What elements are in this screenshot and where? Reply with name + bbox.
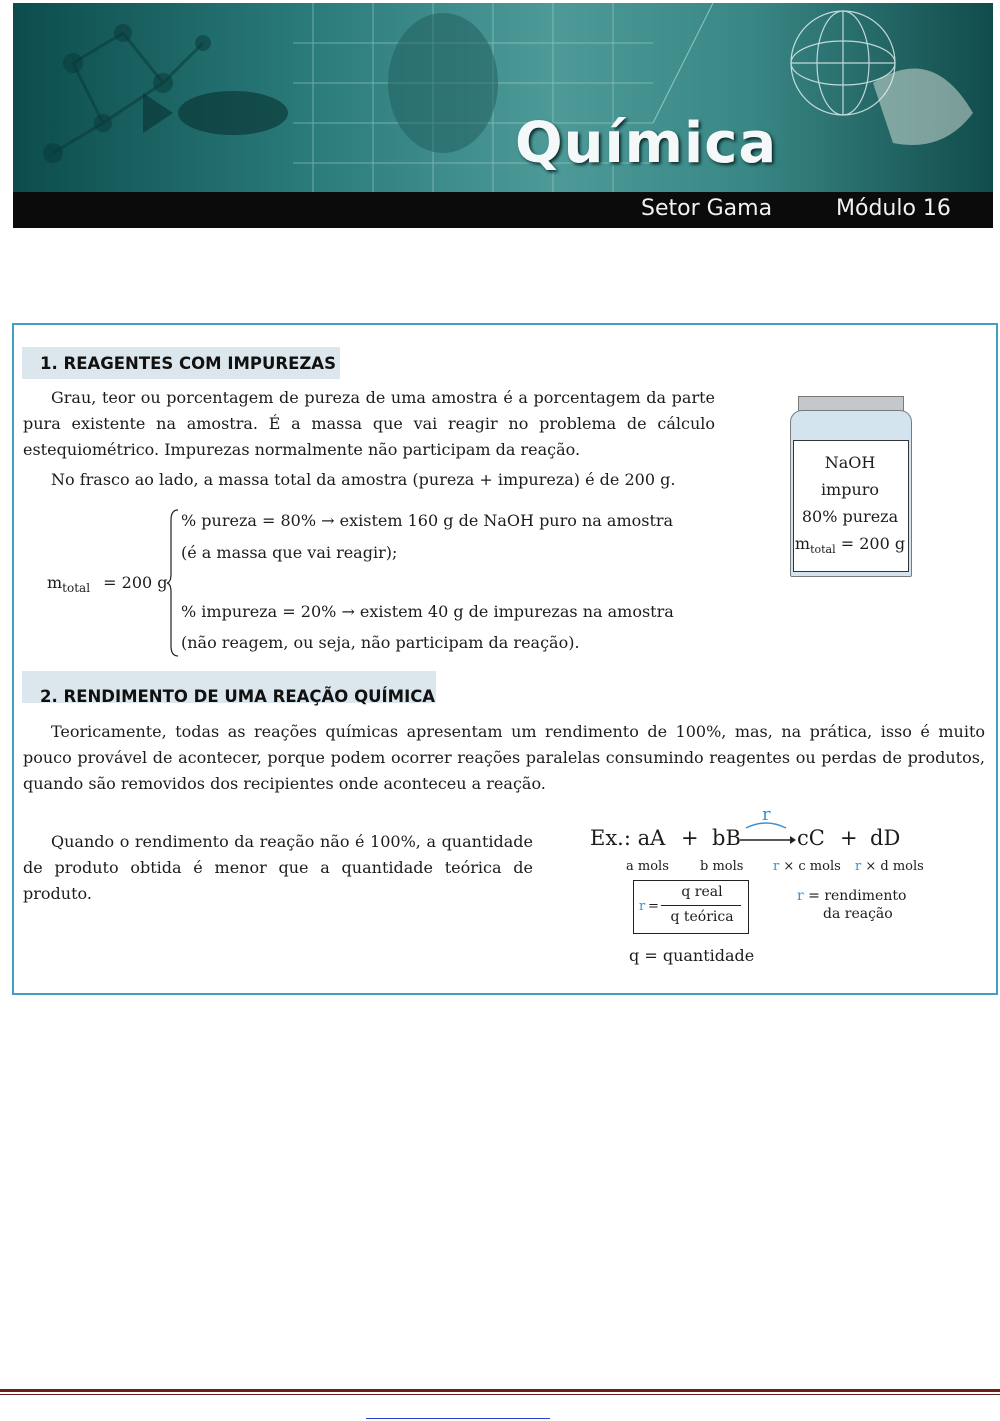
legend-da-reacao: da reação [823,906,893,922]
footer-rule-thin [0,1394,1000,1395]
equation-reactant-a: Ex.: aA [590,826,666,850]
formula-r: r [639,899,646,914]
setor-label: Setor Gama [641,196,773,221]
mol-a: a mols [626,859,669,874]
arrow-rendimento-label: r [762,804,771,825]
jar-label-line4: $m_{total} = 200$ g [794,534,906,557]
header-banner [13,3,993,193]
equation-reactant-b: bB [712,826,741,850]
section2-title: 2. RENDIMENTO DE UMA REAÇÃO QUÍMICA [40,687,436,706]
legend-rendimento: r = rendimento [797,888,907,904]
section1-paragraph2: No frasco ao lado, a massa total da amostra (pureza + impureza) é de 200 g. [51,470,676,489]
jar-label-line1: NaOH [824,453,876,472]
case-pureza-line2: (é a massa que vai reagir); [181,543,398,562]
case-pureza-line1: % pureza = 80% → existem 160 g de NaOH puro na amostra [181,511,674,530]
equation-plus-2: + [840,826,858,850]
equation-product-c: cC [797,826,825,850]
formula-numerator: q real [681,884,723,900]
section2-paragraph2: Quando o rendimento da reação não é 100%, a quantidade de produto obtida é menor que a quantidade teórica de produto. [23,832,533,903]
equation-product-d: dD [870,826,901,850]
section2-paragraph1: Teoricamente, todas as reações químicas apresentam um rendimento de 100%, mas, na prática, isso é muito pouco provável de acontecer, porque podem ocorrer reações paralelas consumindo reagentes ou perdas de produtos, quando são removidos dos recipientes onde aconteceu a reação. [23,722,985,793]
jar-label-line3: 80% pureza [801,507,899,526]
jar-label-line2: impuro [820,480,880,499]
curly-brace [166,508,180,658]
banner-title: Química [515,111,778,176]
formula-equals: = [648,899,659,914]
case-impureza-line1: % impureza = 20% → existem 40 g de impurezas na amostra [181,602,674,621]
footer-link-underline[interactable] [366,1418,550,1419]
fraction-bar [661,905,741,906]
quantity-definition: q = quantidade [629,946,755,965]
footer-rule [0,1389,1000,1392]
mol-c: r × c mols [773,859,841,874]
formula-denominator: q teórica [670,909,734,925]
mtotal-expression: $m_{total} = 200$ g [47,573,168,596]
modulo-label: Módulo 16 [836,196,951,221]
banner-collage-image [13,3,993,193]
mol-d: r × d mols [855,859,924,874]
section1-title: 1. REAGENTES COM IMPUREZAS [40,354,336,373]
mol-b: b mols [700,859,744,874]
section1-paragraph1: Grau, teor ou porcentagem de pureza de uma amostra é a porcentagem da parte pura existente na amostra. É a massa que vai reagir no problema de cálculo estequiométrico. Impurezas normalmente não participam da reação. [23,388,715,459]
equation-plus-1: + [681,826,699,850]
case-impureza-line2: (não reagem, ou seja, não participam da reação). [181,633,580,652]
